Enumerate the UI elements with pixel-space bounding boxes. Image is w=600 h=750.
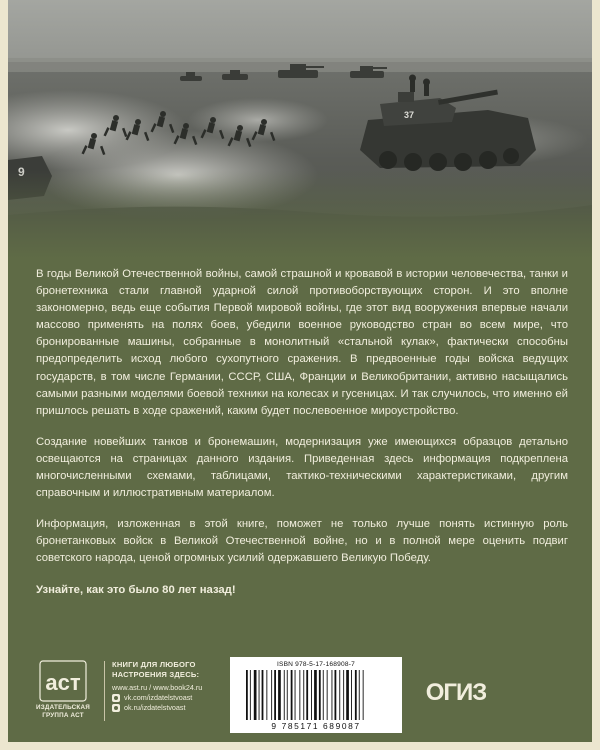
slogan: КНИГИ ДЛЯ ЛЮБОГО НАСТРОЕНИЯ ЗДЕСЬ: (112, 660, 200, 679)
ast-logo-text: аст (45, 670, 81, 695)
ogiz-logo-text: ОГИЗ (426, 679, 486, 706)
vk-icon (112, 694, 120, 702)
battlefield-photo (8, 0, 592, 258)
publisher-name: ИЗДАТЕЛЬСКАЯ ГРУППА АСТ (36, 704, 90, 719)
ogiz-logo (426, 673, 486, 707)
vk-link[interactable]: vk.com/izdatelstvoast (112, 693, 202, 703)
ast-logo-icon (32, 660, 94, 702)
tank-number: 37 (404, 110, 415, 120)
cover-footer (8, 655, 592, 742)
description-paragraph: Информация, изложенная в этой книге, поможет не только лучше понять истинную роль бронетанковых войск в Великой Отечественной войне, но и в полной мере оценить подвиг советского народа, ценой огромных усилий одержавшего Великую Победу. (36, 518, 568, 565)
description-paragraph: В годы Великой Отечественной войны, самой страшной и кровавой в истории человечества, танки и бронетехника стали главной ударной силой противоборствующих сторон. И это вполне закономерно, ведь еще события Первой мировой войны, где этот вид вооружения впервые начали массово применять на полях боев, убедили военное руководство стран во всем мире, что бронированные машины, собранные в монолитный «стальной кулак», фактически способны предопределить исход любого сухопутного сражения. В предвоенные годы войска ведущих государств, в том числе Германии, СССР, США, Франции и Великобритании, активно насыщались самыми разными моделями боевой техники на колесах и гусеницах. И так случилось, что именно ей пришлось решать в ходе сражений, каким будет послевоенное мироустройство. (36, 268, 568, 417)
description-paragraph: Создание новейших танков и бронемашин, модернизация уже имеющихся образцов детально освещаются на страницах данного издания. Приведенная здесь информация подкреплена многочисленными схемами, таблицами, тактико-техническими характеристиками, другим справочным и иллюстративным материалом. (36, 435, 568, 500)
ok-icon (112, 704, 120, 712)
isbn-label: ISBN 978-5-17-168908-7 (276, 661, 356, 668)
book-back-cover (8, 0, 592, 742)
barcode-digits: 9 785171 689087 (271, 721, 361, 731)
footer-divider (104, 661, 105, 721)
cover-description (36, 266, 568, 613)
ok-link[interactable]: ok.ru/izdatelstvoast (112, 703, 202, 713)
publisher-links (112, 660, 202, 713)
barcode (244, 670, 388, 720)
isbn-barcode-box (230, 657, 402, 733)
website-links[interactable]: www.ast.ru / www.book24.ru (112, 683, 203, 693)
ast-logo (32, 660, 94, 724)
tagline: Узнайте, как это было 80 лет назад! (36, 583, 236, 596)
